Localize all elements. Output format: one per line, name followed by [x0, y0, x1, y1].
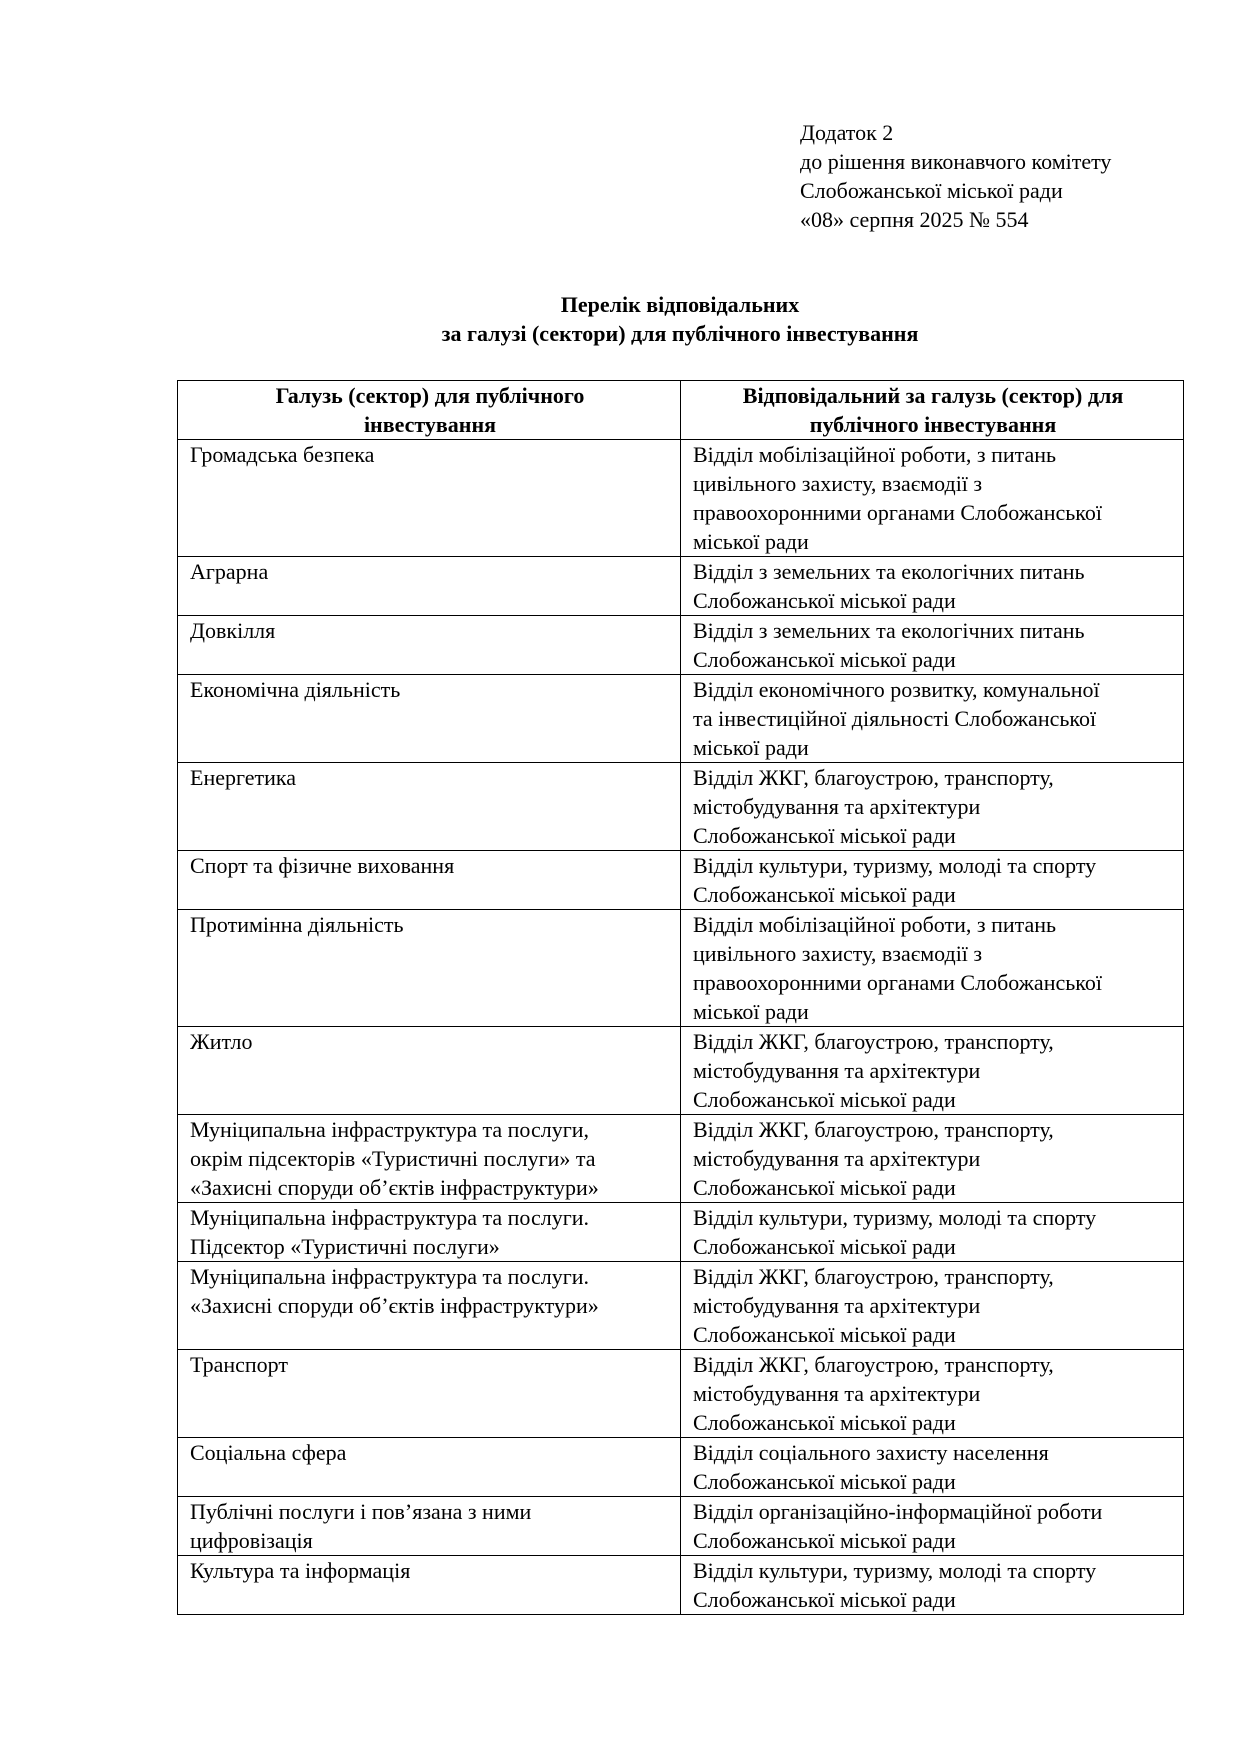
cell-line: Слобожанської міської ради: [693, 1528, 956, 1553]
cell-line: цивільного захисту, взаємодії з: [693, 471, 983, 496]
table-row: [178, 1350, 1184, 1438]
sector-cell: [178, 763, 681, 851]
sector-cell: [178, 851, 681, 910]
cell-line: містобудування та архітектури: [693, 1058, 981, 1083]
sector-cell: [178, 1556, 681, 1615]
appendix-header: [800, 118, 1111, 234]
header-line: Галузь (сектор) для публічного: [275, 383, 585, 408]
cell-line: Відділ мобілізаційної роботи, з питань: [693, 442, 1057, 467]
cell-line: Слобожанської міської ради: [693, 1469, 956, 1494]
cell-line: Слобожанської міської ради: [693, 1234, 956, 1259]
cell-line: міської ради: [693, 735, 809, 760]
sector-cell: [178, 1438, 681, 1497]
table-row: [178, 557, 1184, 616]
sector-cell: [178, 675, 681, 763]
appendix-number: Додаток 2: [800, 120, 894, 145]
cell-line: Відділ економічного розвитку, комунальної: [693, 677, 1100, 702]
cell-line: Спорт та фізичне виховання: [190, 853, 455, 878]
cell-line: Муніципальна інфраструктура та послуги.: [190, 1205, 589, 1230]
table-row: [178, 675, 1184, 763]
document-title: [0, 290, 1240, 348]
responsible-cell: [681, 1350, 1184, 1438]
responsible-cell: [681, 1115, 1184, 1203]
header-responsible: [681, 381, 1184, 440]
responsible-cell: [681, 616, 1184, 675]
responsible-cell: [681, 1262, 1184, 1350]
cell-line: Транспорт: [190, 1352, 289, 1377]
cell-line: окрім підсекторів «Туристичні послуги» та: [190, 1146, 596, 1171]
cell-line: правоохоронними органами Слобожанської: [693, 970, 1102, 995]
cell-line: Економічна діяльність: [190, 677, 401, 702]
cell-line: та інвестиційної діяльності Слобожанської: [693, 706, 1097, 731]
sector-cell: [178, 1350, 681, 1438]
cell-line: Протимінна діяльність: [190, 912, 404, 937]
cell-line: Слобожанської міської ради: [693, 1175, 956, 1200]
responsibility-table: [177, 380, 1184, 1615]
table-row: [178, 1497, 1184, 1556]
cell-line: Слобожанської міської ради: [693, 1322, 956, 1347]
cell-line: цифровізація: [190, 1528, 313, 1553]
responsible-cell: [681, 557, 1184, 616]
responsible-cell: [681, 851, 1184, 910]
cell-line: Відділ культури, туризму, молоді та спорту: [693, 853, 1097, 878]
responsible-cell: [681, 1497, 1184, 1556]
header-line: Відповідальний за галузь (сектор) для: [742, 383, 1124, 408]
responsible-cell: [681, 1027, 1184, 1115]
table-row: [178, 763, 1184, 851]
cell-line: Відділ ЖКГ, благоустрою, транспорту,: [693, 1352, 1054, 1377]
header-line: інвестування: [363, 412, 497, 437]
cell-line: міської ради: [693, 529, 809, 554]
cell-line: Відділ культури, туризму, молоді та спорту: [693, 1558, 1097, 1583]
appendix-date-number: «08» серпня 2025 № 554: [800, 207, 1029, 232]
sector-cell: [178, 1115, 681, 1203]
responsible-cell: [681, 910, 1184, 1027]
responsible-cell: [681, 440, 1184, 557]
cell-line: Відділ з земельних та екологічних питань: [693, 559, 1085, 584]
cell-line: Відділ культури, туризму, молоді та спорту: [693, 1205, 1097, 1230]
cell-line: Слобожанської міської ради: [693, 1587, 956, 1612]
cell-line: Відділ ЖКГ, благоустрою, транспорту,: [693, 765, 1054, 790]
sector-cell: [178, 1027, 681, 1115]
table-row: [178, 1556, 1184, 1615]
cell-line: Аграрна: [190, 559, 269, 584]
cell-line: Житло: [190, 1029, 253, 1054]
table-row: [178, 910, 1184, 1027]
sector-cell: [178, 1203, 681, 1262]
cell-line: Енергетика: [190, 765, 296, 790]
cell-line: «Захисні споруди об’єктів інфраструктури»: [190, 1175, 599, 1200]
cell-line: Відділ ЖКГ, благоустрою, транспорту,: [693, 1117, 1054, 1142]
sector-cell: [178, 910, 681, 1027]
cell-line: містобудування та архітектури: [693, 1146, 981, 1171]
table-row: [178, 1027, 1184, 1115]
table-row: [178, 851, 1184, 910]
cell-line: містобудування та архітектури: [693, 794, 981, 819]
cell-line: правоохоронними органами Слобожанської: [693, 500, 1102, 525]
cell-line: Слобожанської міської ради: [693, 1087, 956, 1112]
table-row: [178, 616, 1184, 675]
sector-cell: [178, 440, 681, 557]
header-line: публічного інвестування: [809, 412, 1057, 437]
title-line-2: за галузі (сектори) для публічного інвестування: [441, 321, 919, 346]
responsible-cell: [681, 1203, 1184, 1262]
cell-line: цивільного захисту, взаємодії з: [693, 941, 983, 966]
cell-line: Відділ соціального захисту населення: [693, 1440, 1049, 1465]
cell-line: Слобожанської міської ради: [693, 647, 956, 672]
cell-line: Муніципальна інфраструктура та послуги.: [190, 1264, 589, 1289]
responsible-cell: [681, 1556, 1184, 1615]
responsible-cell: [681, 675, 1184, 763]
appendix-ref-line-1: до рішення виконавчого комітету: [800, 149, 1112, 174]
table-row: [178, 1203, 1184, 1262]
table-row: [178, 1262, 1184, 1350]
cell-line: Муніципальна інфраструктура та послуги,: [190, 1117, 589, 1142]
sector-cell: [178, 616, 681, 675]
responsible-cell: [681, 763, 1184, 851]
sector-cell: [178, 1497, 681, 1556]
cell-line: Слобожанської міської ради: [693, 588, 956, 613]
cell-line: Відділ організаційно-інформаційної роботи: [693, 1499, 1103, 1524]
cell-line: Культура та інформація: [190, 1558, 411, 1583]
cell-line: «Захисні споруди об’єктів інфраструктури»: [190, 1293, 599, 1318]
sector-cell: [178, 1262, 681, 1350]
table-row: [178, 1115, 1184, 1203]
responsible-cell: [681, 1438, 1184, 1497]
cell-line: містобудування та архітектури: [693, 1381, 981, 1406]
cell-line: міської ради: [693, 999, 809, 1024]
table-header-row: [178, 381, 1184, 440]
sector-cell: [178, 557, 681, 616]
cell-line: Слобожанської міської ради: [693, 823, 956, 848]
appendix-ref-line-2: Слобожанської міської ради: [800, 178, 1063, 203]
title-line-1: Перелік відповідальних: [560, 292, 800, 317]
cell-line: Підсектор «Туристичні послуги»: [190, 1234, 500, 1259]
header-sector: [178, 381, 681, 440]
cell-line: Відділ мобілізаційної роботи, з питань: [693, 912, 1057, 937]
cell-line: Публічні послуги і пов’язана з ними: [190, 1499, 532, 1524]
cell-line: Громадська безпека: [190, 442, 375, 467]
cell-line: Відділ ЖКГ, благоустрою, транспорту,: [693, 1029, 1054, 1054]
cell-line: Соціальна сфера: [190, 1440, 347, 1465]
cell-line: Довкілля: [190, 618, 276, 643]
cell-line: Відділ ЖКГ, благоустрою, транспорту,: [693, 1264, 1054, 1289]
cell-line: Слобожанської міської ради: [693, 882, 956, 907]
table-row: [178, 440, 1184, 557]
cell-line: містобудування та архітектури: [693, 1293, 981, 1318]
cell-line: Відділ з земельних та екологічних питань: [693, 618, 1085, 643]
table-row: [178, 1438, 1184, 1497]
cell-line: Слобожанської міської ради: [693, 1410, 956, 1435]
